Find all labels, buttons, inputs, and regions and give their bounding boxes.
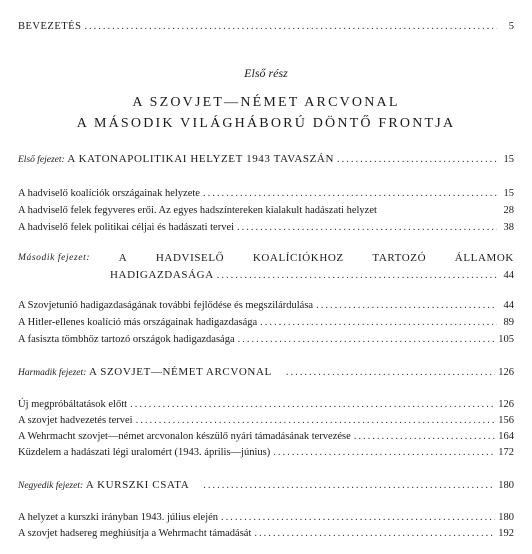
part-title-line-1: A SZOVJET—NÉMET ARCVONAL <box>132 95 400 110</box>
toc-page-number: 38 <box>503 222 514 233</box>
dot-leader <box>260 316 497 329</box>
toc-entry-title: BEVEZETÉS <box>18 21 82 32</box>
chapter-title: A SZOVJET—NÉMET ARCVONAL <box>88 366 272 378</box>
dot-leader <box>286 366 495 379</box>
toc-page-number: 89 <box>503 317 514 328</box>
dot-leader <box>84 20 497 33</box>
toc-section-title: A helyzet a kurszki irányban 1943. július elején <box>18 512 219 523</box>
toc-section-title: A Hitler-ellenes koalíció más országainak hadigazdasága <box>18 317 258 328</box>
toc-section <box>18 527 514 540</box>
chapter-title-word: HADVISELŐ <box>155 252 225 264</box>
part-title-line-2: A MÁSODIK VILÁGHÁBORÚ DÖNTŐ FRONTJA <box>76 116 456 131</box>
dot-leader <box>221 511 495 524</box>
toc-page-number: 15 <box>503 188 514 199</box>
dot-leader <box>203 479 495 492</box>
chapter-title-word: TARTOZÓ <box>372 252 427 264</box>
toc-section-title: A Wehrmacht szovjet—német arcvonalon készülő nyári támadásának tervezése <box>18 431 351 442</box>
toc-section <box>18 398 514 411</box>
toc-section-title: A hadviselő felek fegyveres erői. Az egyes hadszíntereken kialakult hadászati helyzet <box>18 205 377 216</box>
toc-chapter-3 <box>18 366 514 380</box>
dot-leader <box>136 414 496 427</box>
toc-page-number: 5 <box>508 21 514 32</box>
chapter-title: HADIGAZDASÁGA <box>110 269 214 281</box>
toc-section-title: Új megpróbáltatások előtt <box>18 399 128 410</box>
toc-page-number: 28 <box>503 205 514 216</box>
toc-page-number: 180 <box>498 480 514 491</box>
toc-page-number: 126 <box>498 367 514 378</box>
toc-section <box>18 414 514 427</box>
dot-leader <box>217 269 497 282</box>
toc-chapter-2-line-2 <box>110 269 514 282</box>
toc-chapter-1 <box>18 153 514 167</box>
dot-leader <box>254 527 495 540</box>
dot-leader <box>316 299 497 312</box>
toc-section-title: A Szovjetunió hadigazdaságának további fejlődése és megszilárdulása <box>18 300 314 311</box>
toc-page-number: 172 <box>498 447 514 458</box>
toc-page-number: 164 <box>498 431 514 442</box>
toc-section <box>18 430 514 443</box>
chapter-label: Harmadik fejezet: <box>18 368 87 378</box>
toc-page-number: 44 <box>503 270 514 281</box>
dot-leader <box>238 333 496 346</box>
chapter-title-word: KOALÍCIÓKHOZ <box>252 252 344 264</box>
toc-section-title: A fasiszta tömbhöz tartozó országok hadigazdasága <box>18 334 235 345</box>
dot-leader <box>273 446 495 459</box>
chapter-label: Második fejezet: <box>18 253 91 263</box>
toc-chapter-2 <box>18 252 514 265</box>
toc-section-title: A hadviselő koalíciók országainak helyzete <box>18 188 200 199</box>
dot-leader <box>354 430 495 443</box>
toc-page-number: 180 <box>498 512 514 523</box>
toc-section <box>18 187 514 200</box>
toc-page-number: 15 <box>503 154 514 165</box>
toc-page-number: 156 <box>498 415 514 426</box>
toc-page-number: 105 <box>498 334 514 345</box>
toc-section-title: A szovjet hadvezetés tervei <box>18 415 133 426</box>
chapter-label: Első fejezet: <box>18 155 65 165</box>
dot-leader <box>337 153 497 166</box>
toc-page-number: 126 <box>498 399 514 410</box>
dot-leader <box>130 398 495 411</box>
toc-chapter-4 <box>18 479 514 493</box>
toc-section-title: A szovjet hadsereg meghiúsítja a Wehrmacht támadását <box>18 528 252 539</box>
toc-section <box>18 221 514 234</box>
toc-section <box>18 446 514 459</box>
toc-section <box>18 204 514 217</box>
chapter-title-word: ÁLLAMOK <box>454 252 514 264</box>
toc-page-number: 44 <box>503 300 514 311</box>
dot-leader <box>237 221 497 234</box>
toc-page-number: 192 <box>498 528 514 539</box>
chapter-title: A KURSZKI CSATA <box>85 479 190 491</box>
toc-entry-intro <box>18 20 514 33</box>
dot-leader <box>203 187 497 200</box>
toc-section <box>18 299 514 312</box>
toc-section <box>18 511 514 524</box>
toc-section <box>18 333 514 346</box>
toc-section-title: A hadviselő felek politikai céljai és hadászati tervei <box>18 222 235 233</box>
chapter-label: Negyedik fejezet: <box>18 481 84 491</box>
chapter-title: A KATONAPOLITIKAI HELYZET 1943 TAVASZÁN <box>67 153 335 165</box>
chapter-title-word: A <box>118 252 128 264</box>
toc-section <box>18 316 514 329</box>
toc-section-title: Küzdelem a hadászati légi uralomért (1943. április—június) <box>18 447 271 458</box>
part-label: Első rész <box>244 66 288 80</box>
